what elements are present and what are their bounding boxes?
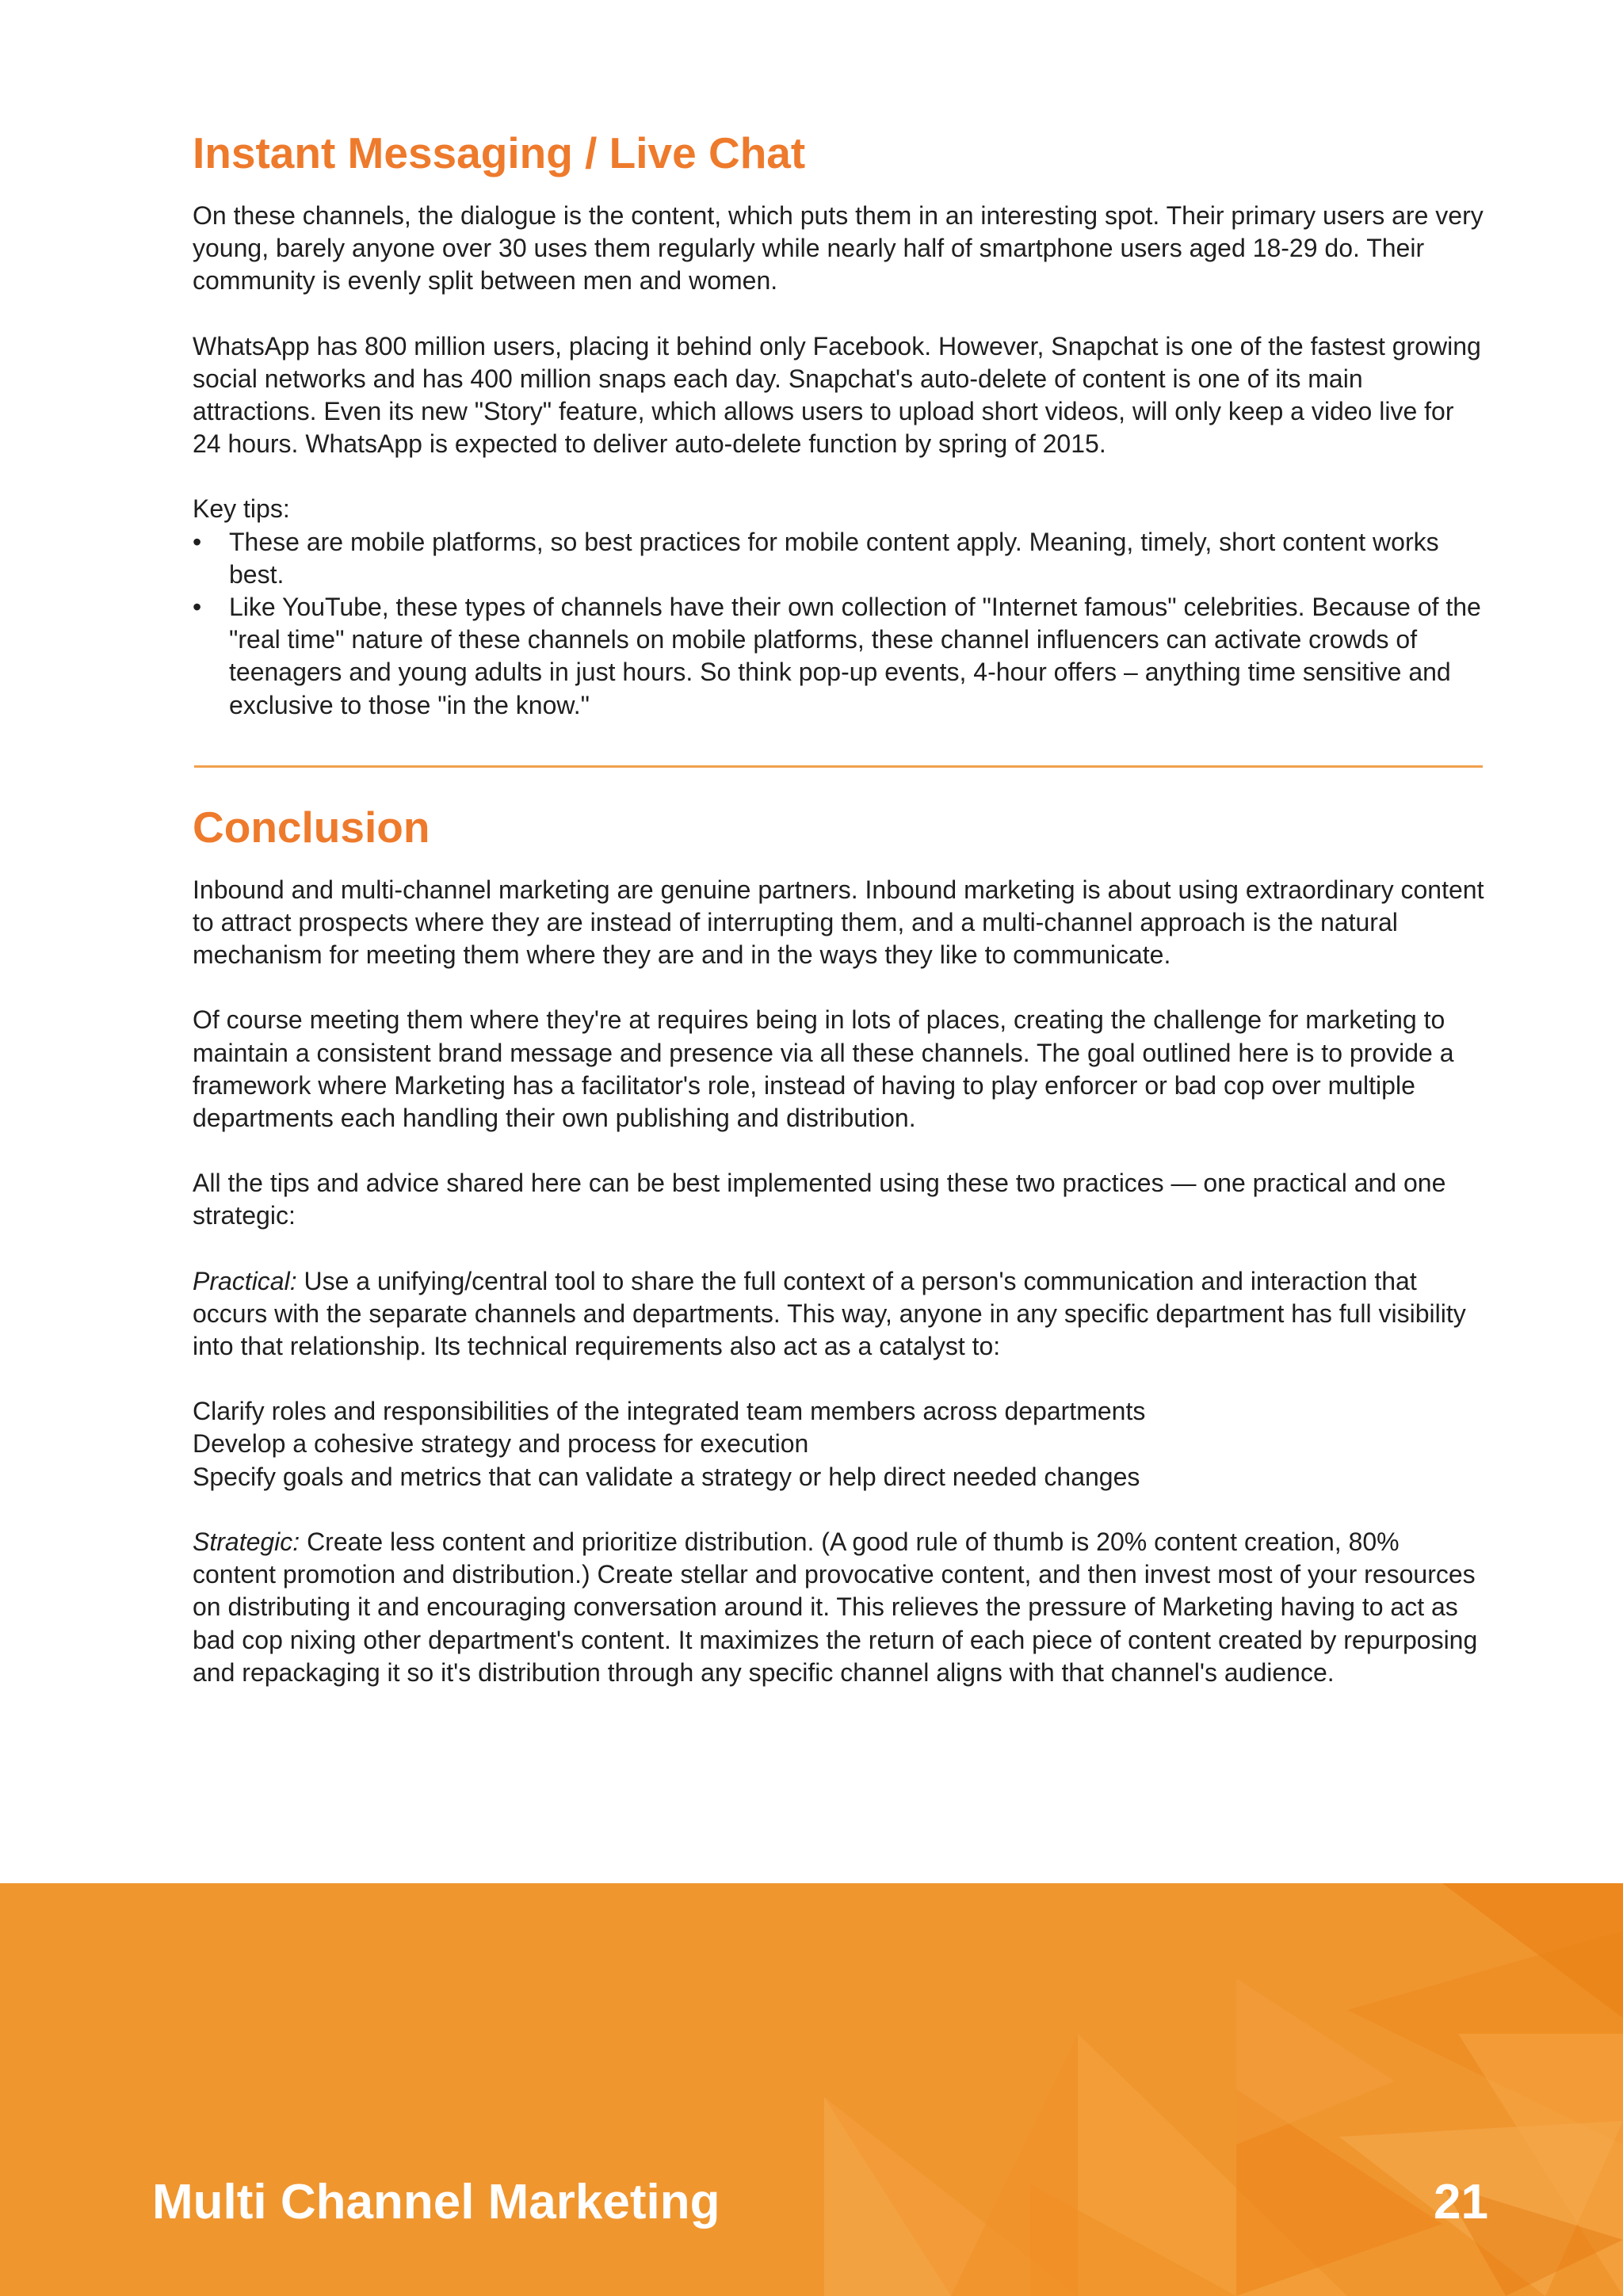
key-tips-label: Key tips: (193, 494, 290, 524)
paragraph: Inbound and multi-channel marketing are genuine partners. Inbound marketing is about using extraordinary content to attract prospects where they are instead of interrupting them, and a multi-channel approach is the natural mechanism for meeting them where they are and in the ways they like to communicate. (193, 875, 1484, 970)
paragraph: Of course meeting them where they're at requires being in lots of places, creating the challenge for marketing to maintain a consistent brand message and presence via all these channels. The goal outlined here is to provide a framework where Marketing has a facilitator's role, instead of having to play enforcer or bad cop over multiple departments each handling their own publishing and distribution. (193, 1005, 1454, 1133)
section-heading-instant-messaging: Instant Messaging / Live Chat (193, 128, 806, 177)
bullet-icon: • (193, 527, 202, 556)
list-item: Specify goals and metrics that can validate a strategy or help direct needed changes (193, 1462, 1140, 1491)
page-number: 21 (1434, 2175, 1488, 2229)
section-heading-conclusion: Conclusion (193, 802, 430, 852)
key-tips-list (193, 526, 1484, 722)
footer-band (0, 1883, 1623, 2296)
paragraph: WhatsApp has 800 million users, placing it behind only Facebook. However, Snapchat is one of the fastest growing social networks and has 400 million snaps each day. Snapchat's auto-delete of content is one of its main attractions. Even its new "Story" feature, which allows users to upload short videos, will only keep a video live for 24 hours. WhatsApp is expected to deliver auto-delete function by spring of 2015. (193, 331, 1481, 459)
section-divider (194, 765, 1483, 768)
strategic-paragraph: Strategic: Create less content and prioritize distribution. (A good rule of thumb is 20% content creation, 80% content promotion and distribution.) Create stellar and provocative content, and then invest most of your resources on distributing it and encouraging conversation around it. This relieves the pressure of Marketing having to act as bad cop nixing other department's content. It maximizes the return of each piece of content created by repurposing and repackaging it so it's distribution through any specific channel aligns with that channel's audience. (193, 1527, 1478, 1687)
practical-paragraph: Practical: Use a unifying/central tool to share the full context of a person's communication and interaction that occurs with the separate channels and departments. This way, anyone in any specific department has full visibility into that relationship. Its technical requirements also act as a catalyst to: (193, 1266, 1466, 1361)
list-item: Develop a cohesive strategy and process for execution (193, 1429, 809, 1459)
page-content (193, 127, 1484, 1689)
paragraph: All the tips and advice shared here can be best implemented using these two practices — one practical and one strategic: (193, 1169, 1446, 1230)
strategic-label: Strategic: (193, 1527, 300, 1556)
footer-title: Multi Channel Marketing (152, 2175, 720, 2229)
list-item: Clarify roles and responsibilities of the integrated team members across departments (193, 1397, 1146, 1426)
bullet-icon: • (193, 593, 202, 622)
footer-triangle-pattern (0, 1883, 1623, 2296)
list-item: • These are mobile platforms, so best practices for mobile content apply. Meaning, timely, short content works best. (193, 527, 1439, 589)
paragraph: On these channels, the dialogue is the content, which puts them in an interesting spot. Their primary users are very young, barely anyone over 30 uses them regularly while nearly half of smartphone users aged 18-29 do. Their community is evenly split between men and women. (193, 201, 1484, 296)
practical-label: Practical: (193, 1266, 297, 1295)
list-item: • Like YouTube, these types of channels have their own collection of "Internet famous" celebrities. Because of the "real time" nature of these channels on mobile platforms, these channel influencers can activate crowds of teenagers and young adults in just hours. So think pop-up events, 4-hour offers – anything time sensitive and exclusive to those "in the know." (193, 593, 1481, 719)
